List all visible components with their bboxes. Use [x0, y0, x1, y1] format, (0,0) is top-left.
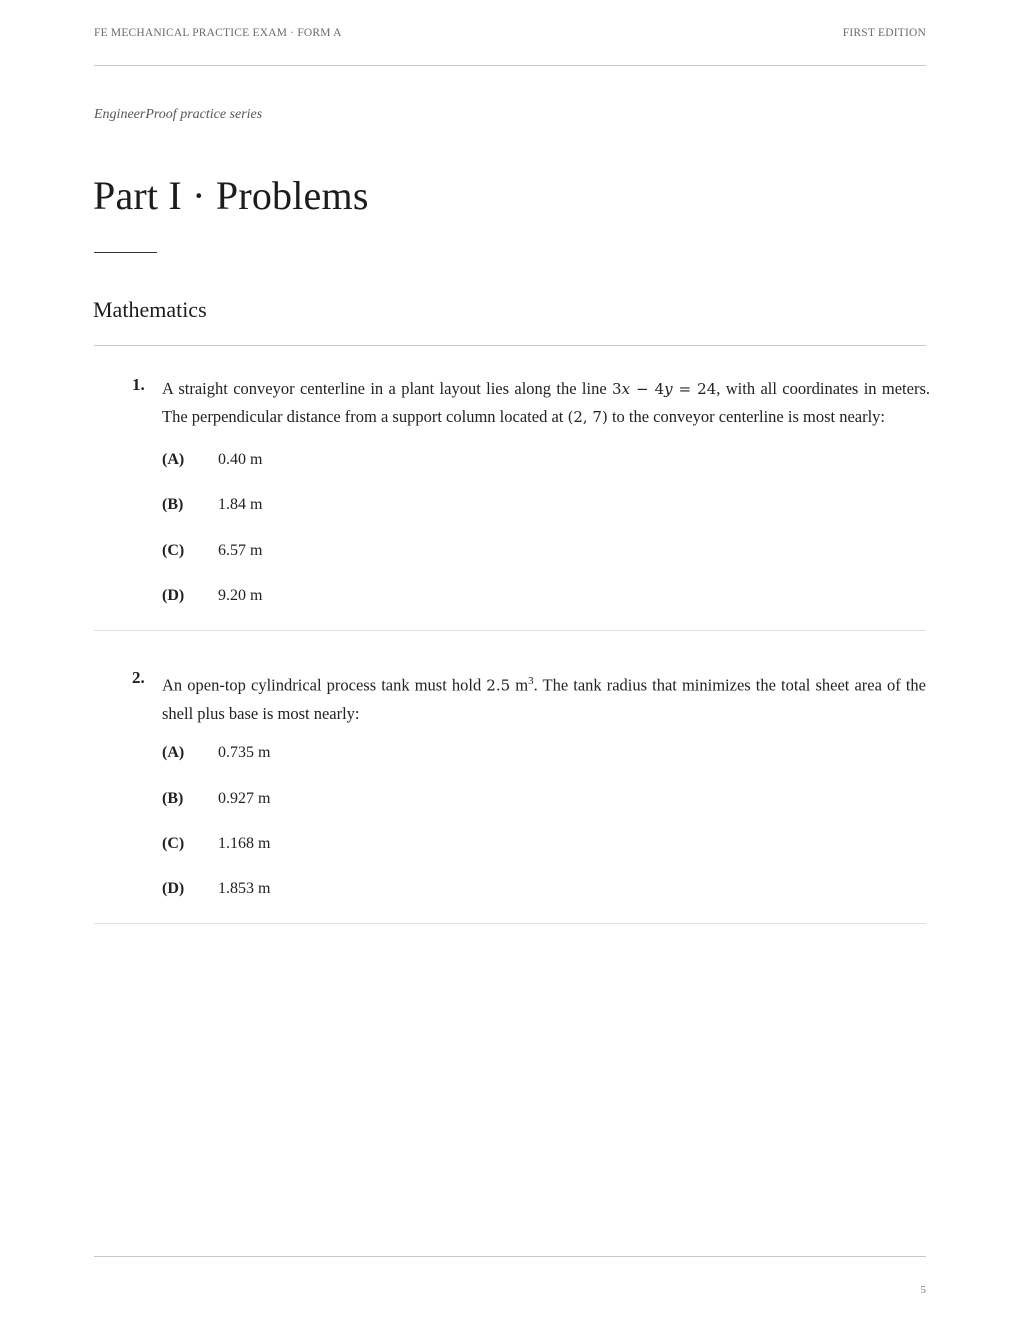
footer-rule — [94, 1256, 926, 1257]
stem-text: , with all coordinates in meters. The perpendicular distance from a support column located at — [162, 379, 930, 426]
choice-value: 9.20 m — [218, 587, 263, 604]
choice-letter: (C) — [162, 542, 185, 559]
problem-divider — [94, 923, 926, 924]
section-rule — [94, 345, 926, 346]
choice-value: 0.735 m — [218, 744, 271, 761]
stem-text: to the conveyor centerline is most nearly: — [607, 407, 886, 426]
page-number: 5 — [920, 1284, 926, 1296]
section-title: Mathematics — [93, 297, 207, 322]
title-underline — [94, 252, 157, 253]
choice-letter: (D) — [162, 587, 185, 604]
choice-letter: (B) — [162, 790, 184, 807]
stem-text: An open-top cylindrical process tank must hold — [162, 675, 487, 695]
header-rule — [94, 65, 926, 66]
running-header-title: FE MECHANICAL PRACTICE EXAM · FORM A — [94, 27, 342, 39]
problem-number: 2. — [132, 668, 145, 687]
choice-value: 1.84 m — [218, 496, 263, 513]
choice-value: 1.853 m — [218, 880, 271, 897]
problem-stem — [162, 375, 930, 431]
equation-part: = 24 — [672, 380, 717, 398]
equation-var-x: x — [621, 380, 631, 398]
equation-var-y: y — [664, 380, 673, 398]
running-header-edition: FIRST EDITION — [842, 27, 926, 39]
unit-exponent: 3 — [528, 675, 534, 687]
stem-text: A straight conveyor centerline in a plant layout lies along the line — [162, 379, 613, 398]
choice-letter: (D) — [162, 880, 185, 897]
stem-text: . The tank radius that minimizes the total sheet area of the shell plus base is most nearly: — [162, 675, 926, 723]
choice-value: 6.57 m — [218, 542, 263, 559]
series-label: EngineerProof practice series — [94, 107, 263, 122]
part-title: Part I · Problems — [93, 173, 369, 218]
choice-letter: (B) — [162, 496, 184, 513]
choice-letter: (A) — [162, 451, 185, 468]
point-coordinates: (2, 7) — [567, 408, 608, 426]
volume-value: 2.5 — [486, 676, 511, 695]
volume-unit: m — [510, 675, 529, 695]
running-header — [94, 27, 926, 39]
equation-part: 3 — [612, 380, 622, 398]
problem-stem — [162, 668, 926, 727]
choice-value: 0.927 m — [218, 790, 271, 807]
equation — [612, 380, 716, 398]
equation-part: − 4 — [630, 380, 665, 398]
problem-number: 1. — [132, 375, 145, 394]
choice-letter: (C) — [162, 835, 185, 852]
problem-divider — [94, 630, 926, 631]
choice-letter: (A) — [162, 744, 185, 761]
choice-value: 0.40 m — [218, 451, 263, 468]
choice-value: 1.168 m — [218, 835, 271, 852]
